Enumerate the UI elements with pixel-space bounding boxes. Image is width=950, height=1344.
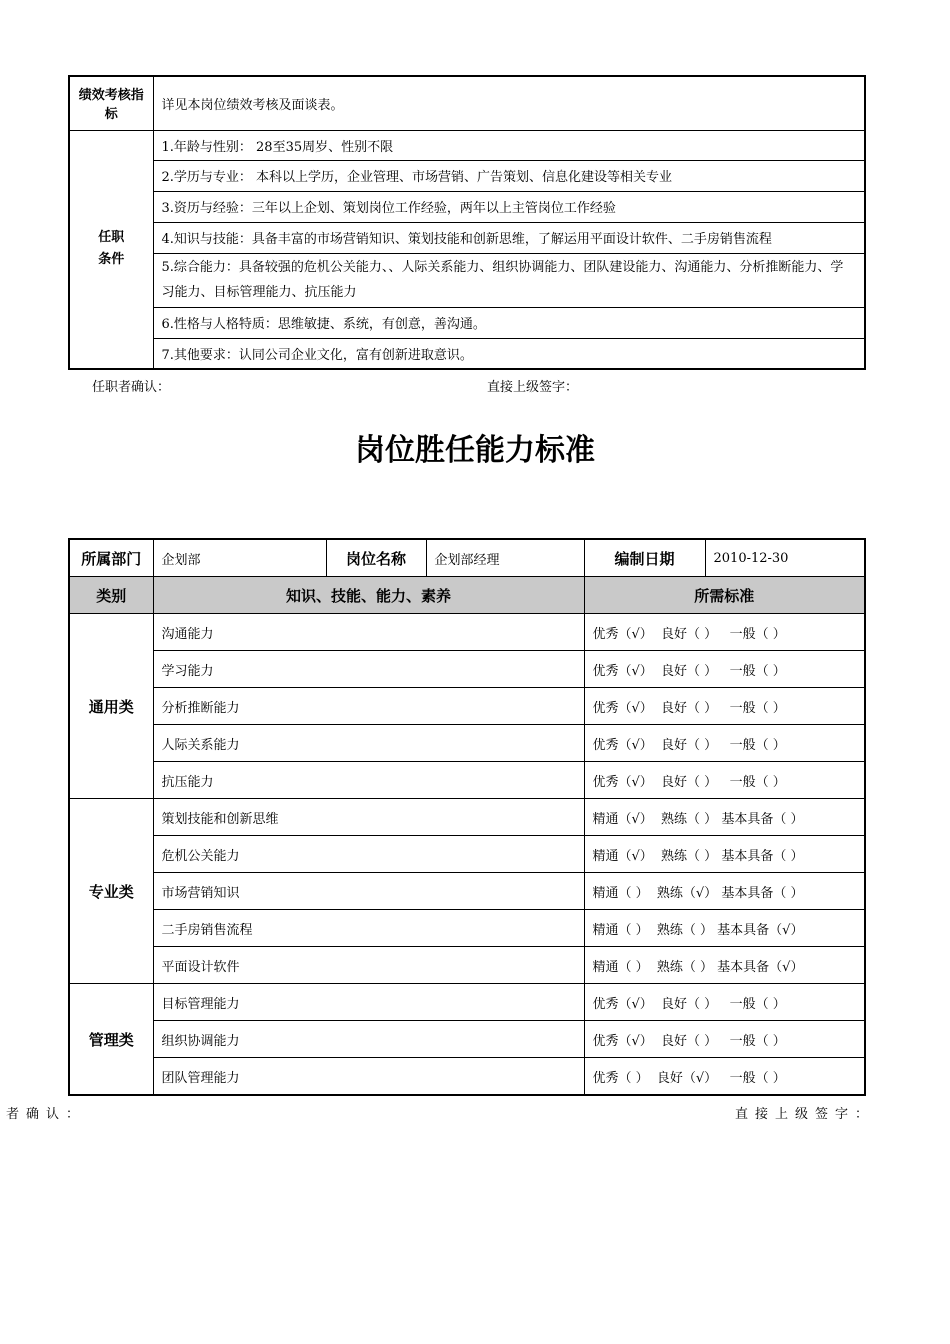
page-title: 岗位胜任能力标准 <box>355 433 595 468</box>
col-item: 知识、技能、能力、素养 <box>153 577 584 614</box>
requirement-item: 3.资历与经验：三年以上企划、策划岗位工作经验，两年以上主管岗位工作经验 <box>153 191 865 222</box>
perf-row <box>69 76 865 130</box>
requirement-item: 1.年龄与性别： 28至35周岁、性别不限 <box>153 130 865 160</box>
requirement-row <box>69 191 865 222</box>
competency-standard: 精通（√） 熟练（ ） 基本具备（ ） <box>584 799 865 836</box>
competency-standard: 精通（ ） 熟练（ ） 基本具备（√） <box>584 947 865 984</box>
competency-item: 危机公关能力 <box>153 836 584 873</box>
competency-item: 团队管理能力 <box>153 1058 584 1096</box>
competency-item: 二手房销售流程 <box>153 910 584 947</box>
competency-standard: 优秀（√） 良好（ ） 一般（ ） <box>584 688 865 725</box>
table-row <box>69 984 865 1021</box>
requirement-row <box>69 222 865 253</box>
date-label: 编制日期 <box>584 539 705 577</box>
competency-item: 组织协调能力 <box>153 1021 584 1058</box>
requirement-item: 2.学历与专业： 本科以上学历，企业管理、市场营销、广告策划、信息化建设等相关专业 <box>153 160 865 191</box>
competency-standard: 精通（ ） 熟练（ ） 基本具备（√） <box>584 910 865 947</box>
table-row <box>69 614 865 651</box>
competency-item: 策划技能和创新思维 <box>153 799 584 836</box>
post-label: 岗位名称 <box>326 539 426 577</box>
competency-standard: 优秀（ ） 良好（√） 一般（ ） <box>584 1058 865 1096</box>
column-header-row <box>69 577 865 614</box>
requirement-item: 7.其他要求：认同公司企业文化，富有创新进取意识。 <box>153 338 865 369</box>
competency-item: 平面设计软件 <box>153 947 584 984</box>
table-row <box>69 1021 865 1058</box>
table-row <box>69 1058 865 1096</box>
competency-item: 沟通能力 <box>153 614 584 651</box>
table-row <box>69 836 865 873</box>
supervisor-signature-label-bottom: 直接上级签字： <box>735 1107 876 1122</box>
perf-label: 绩效考核指标 <box>69 76 153 130</box>
requirement-row <box>69 253 865 307</box>
col-standard: 所需标准 <box>584 577 865 614</box>
competency-standard: 精通（ ） 熟练（√） 基本具备（ ） <box>584 873 865 910</box>
info-row <box>69 539 865 577</box>
table-row <box>69 688 865 725</box>
group-label: 管理类 <box>69 984 153 1096</box>
table-row <box>69 762 865 799</box>
competency-standard: 优秀（√） 良好（ ） 一般（ ） <box>584 762 865 799</box>
req-label: 任职条件 <box>69 130 153 369</box>
table-row <box>69 947 865 984</box>
job-requirements-table <box>68 75 866 370</box>
competency-standard: 优秀（√） 良好（ ） 一般（ ） <box>584 651 865 688</box>
competency-item: 学习能力 <box>153 651 584 688</box>
competency-item: 市场营销知识 <box>153 873 584 910</box>
requirement-row <box>69 160 865 191</box>
competency-table <box>68 538 866 1096</box>
competency-item: 目标管理能力 <box>153 984 584 1021</box>
employee-confirm-label-bottom: 者确认： <box>6 1107 87 1122</box>
requirement-row <box>69 130 865 160</box>
group-label: 专业类 <box>69 799 153 984</box>
table-row <box>69 651 865 688</box>
date-value: 2010-12-30 <box>705 539 865 577</box>
requirement-item: 5.综合能力：具备较强的危机公关能力、、人际关系能力、组织协调能力、团队建设能力、沟通能力、分析推断能力、学习能力、目标管理能力、抗压能力 <box>153 253 865 307</box>
competency-item: 分析推断能力 <box>153 688 584 725</box>
post-value: 企划部经理 <box>426 539 584 577</box>
requirement-row <box>69 338 865 369</box>
perf-text: 详见本岗位绩效考核及面谈表。 <box>153 76 865 130</box>
dept-value: 企划部 <box>153 539 326 577</box>
competency-standard: 优秀（√） 良好（ ） 一般（ ） <box>584 725 865 762</box>
col-category: 类别 <box>69 577 153 614</box>
group-label: 通用类 <box>69 614 153 799</box>
table-row <box>69 873 865 910</box>
competency-standard: 优秀（√） 良好（ ） 一般（ ） <box>584 1021 865 1058</box>
competency-standard: 优秀（√） 良好（ ） 一般（ ） <box>584 984 865 1021</box>
requirement-item: 6.性格与人格特质：思维敏捷、系统，有创意，善沟通。 <box>153 307 865 338</box>
requirement-row <box>69 307 865 338</box>
supervisor-signature-label: 直接上级签字： <box>487 380 579 395</box>
table-row <box>69 910 865 947</box>
dept-label: 所属部门 <box>69 539 153 577</box>
competency-standard: 优秀（√） 良好（ ） 一般（ ） <box>584 614 865 651</box>
table-row <box>69 799 865 836</box>
competency-item: 抗压能力 <box>153 762 584 799</box>
competency-item: 人际关系能力 <box>153 725 584 762</box>
requirement-item: 4.知识与技能：具备丰富的市场营销知识、策划技能和创新思维，了解运用平面设计软件、二手房销售流程 <box>153 222 865 253</box>
table-row <box>69 725 865 762</box>
employee-confirm-label: 任职者确认： <box>92 380 171 395</box>
competency-standard: 精通（√） 熟练（ ） 基本具备（ ） <box>584 836 865 873</box>
